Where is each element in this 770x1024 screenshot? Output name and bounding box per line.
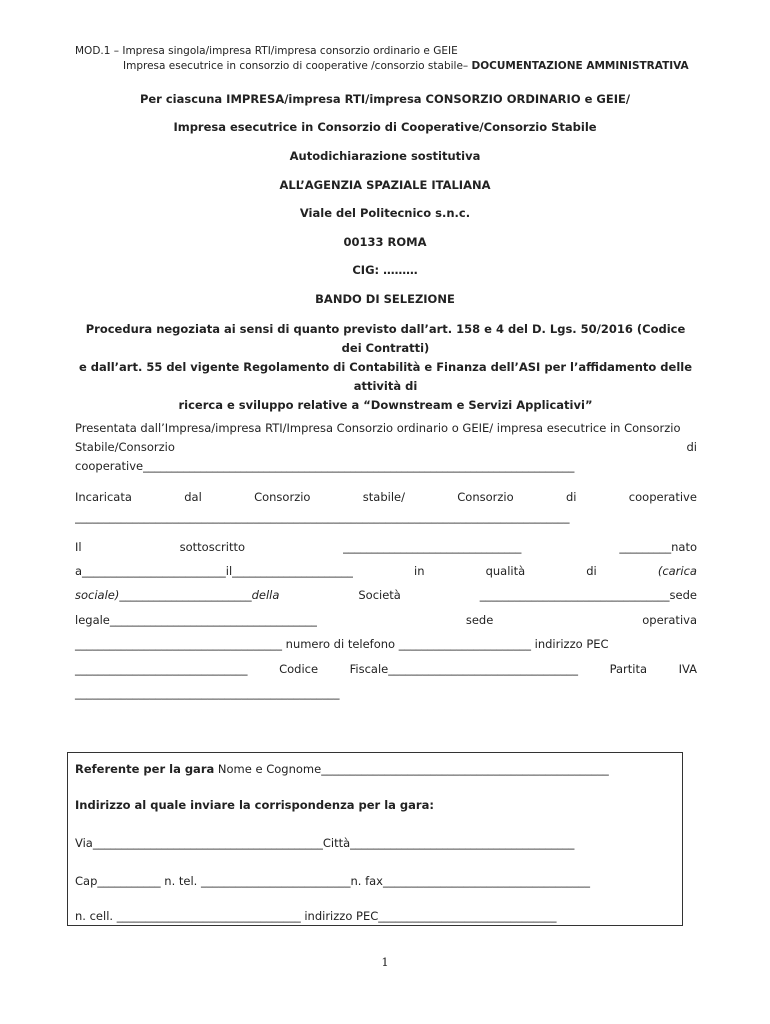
presentata-di: di	[686, 440, 697, 454]
sottoscritto-word: Il	[75, 540, 82, 554]
header-line-2-plain: Impresa esecutrice in consorzio di cooperative /consorzio stabile–	[123, 60, 472, 72]
presentata-line-1: Presentata dall’Impresa/impresa RTI/Impresa Consorzio ordinario o GEIE/ impresa esecutrice in Consorzio	[75, 421, 681, 435]
fiscale-word: Codice	[279, 662, 319, 676]
sociale-line	[75, 588, 697, 602]
sede-field[interactable]: _________________________________sede	[479, 588, 697, 602]
nato-word: qualità	[485, 564, 526, 578]
procedure-line-1: Procedura negoziata ai sensi di quanto previsto dall’art. 158 e 4 del D. Lgs. 50/2016 (Codice dei Contratti)	[85, 322, 686, 355]
luogo-data-field[interactable]: a_________________________il_____________________	[75, 564, 353, 578]
societa-word: Società	[358, 588, 401, 602]
nato-field[interactable]: _________nato	[619, 540, 697, 554]
nato-line	[75, 564, 697, 578]
procedure-line-2: e dall’art. 55 del vigente Regolamento di Contabilità e Finanza dell’ASI per l’affidamento delle attività di	[78, 360, 693, 393]
title-line-6: 00133 ROMA	[343, 235, 427, 249]
header-line-2-bold: DOCUMENTAZIONE AMMINISTRATIVA	[471, 60, 689, 72]
presentata-label: Stabile/Consorzio	[75, 440, 175, 454]
title-line-1: Per ciascuna IMPRESA/impresa RTI/impresa CONSORZIO ORDINARIO e GEIE/	[139, 92, 631, 106]
iva-word: IVA	[678, 662, 697, 676]
title-line-2: Impresa esecutrice in Consorzio di Cooperative/Consorzio Stabile	[173, 120, 597, 134]
fiscale-line	[75, 662, 697, 676]
partita-iva-field[interactable]: ______________________________________________	[75, 686, 340, 700]
referente-line[interactable]	[75, 762, 609, 776]
legale-line	[75, 613, 697, 627]
incaricata-word: cooperative	[628, 490, 697, 504]
incaricata-word: stabile/	[362, 490, 405, 504]
pec-field[interactable]: ______________________________	[75, 662, 248, 676]
title-line-5: Viale del Politecnico s.n.c.	[299, 206, 471, 220]
incaricata-word: dal	[184, 490, 202, 504]
cell-pec-field[interactable]: n. cell. ________________________________ indirizzo PEC_______________________________	[75, 909, 557, 923]
codice-fiscale-field[interactable]: Fiscale_________________________________	[349, 662, 578, 676]
page-number: 1	[381, 955, 389, 969]
referente-label: Referente per la gara	[75, 762, 215, 776]
title-line-7: CIG: ………	[352, 263, 418, 277]
incaricata-word: Consorzio	[254, 490, 311, 504]
operativa-word: operativa	[642, 613, 697, 627]
via-citta-field[interactable]: Via________________________________________Città_______________________________________	[75, 836, 575, 850]
incaricata-word: di	[565, 490, 577, 504]
title-line-3: Autodichiarazione sostitutiva	[289, 149, 481, 163]
cooperative-field[interactable]: cooperative___________________________________________________________________________	[75, 459, 575, 473]
presentata-line-2	[75, 440, 697, 454]
incaricata-word: Consorzio	[457, 490, 514, 504]
sottoscritto-name-field[interactable]: _______________________________	[343, 540, 522, 554]
cap-tel-fax-field[interactable]: Cap___________ n. tel. __________________________n. fax____________________________________	[75, 874, 590, 888]
incaricata-word: Incaricata	[75, 490, 132, 504]
indirizzo-heading: Indirizzo al quale inviare la corrispondenza per la gara:	[75, 798, 434, 812]
sottoscritto-word: sottoscritto	[179, 540, 246, 554]
referente-name-field[interactable]: Nome e Cognome__________________________________________________	[214, 762, 609, 776]
sociale-field[interactable]: sociale)_______________________della	[75, 588, 280, 602]
procedure-paragraph	[75, 320, 696, 415]
incaricata-line	[75, 490, 697, 504]
sottoscritto-line	[75, 540, 697, 554]
sede-word: sede	[465, 613, 494, 627]
title-line-4: ALL’AGENZIA SPAZIALE ITALIANA	[279, 178, 491, 192]
telefono-line[interactable]: ____________________________________ numero di telefono _______________________ indirizzo PEC	[75, 637, 609, 651]
nato-word: in	[414, 564, 425, 578]
procedure-line-3: ricerca e sviluppo relative a “Downstream e Servizi Applicativi”	[178, 398, 593, 412]
title-line-8: BANDO DI SELEZIONE	[315, 292, 455, 306]
header-line-1: MOD.1 – Impresa singola/impresa RTI/impresa consorzio ordinario e GEIE	[75, 45, 458, 57]
nato-word: di	[586, 564, 597, 578]
sede-legale-field[interactable]: legale____________________________________	[75, 613, 317, 627]
carica-word: (carica	[657, 564, 697, 578]
incaricata-field[interactable]: ______________________________________________________________________________________	[75, 510, 570, 524]
header-line-2	[123, 60, 689, 72]
partita-word: Partita	[609, 662, 648, 676]
